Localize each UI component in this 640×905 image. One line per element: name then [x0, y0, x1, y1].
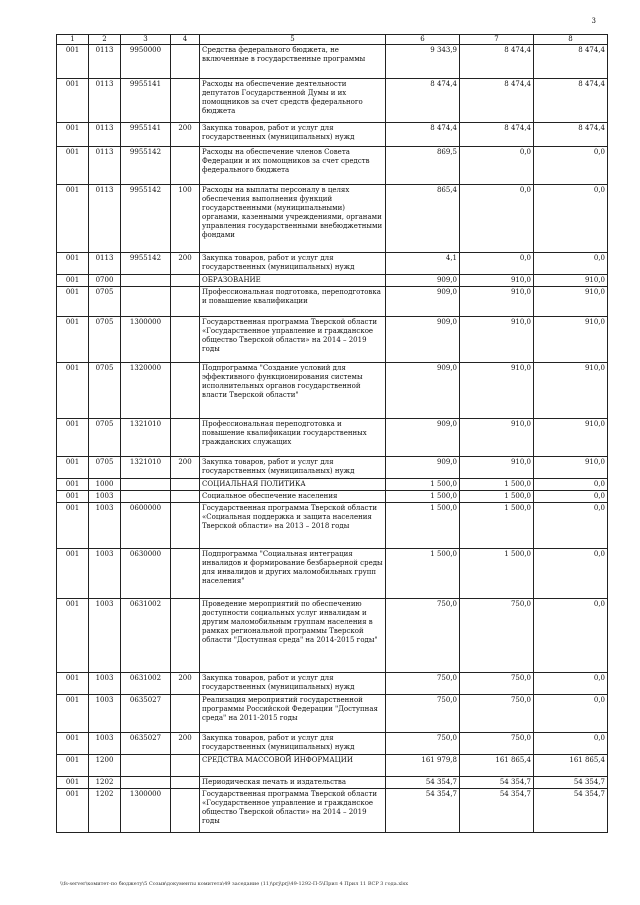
code-target-cell	[121, 287, 171, 317]
table-row	[57, 457, 608, 479]
code-section-cell: 1202	[89, 777, 121, 789]
amount-cell: 54 354,7	[534, 777, 608, 789]
amount-cell: 1 500,0	[460, 549, 534, 599]
code-target-cell: 9955141	[121, 79, 171, 123]
amount-cell: 54 354,7	[386, 777, 460, 789]
code-admin-cell: 001	[57, 79, 89, 123]
code-type-cell	[171, 599, 200, 673]
amount-cell: 910,0	[534, 419, 608, 457]
code-target-cell: 0631002	[121, 673, 171, 695]
code-type-cell	[171, 79, 200, 123]
amount-cell: 750,0	[386, 673, 460, 695]
code-section-cell: 1000	[89, 479, 121, 491]
code-target-cell	[121, 491, 171, 503]
table-row	[57, 777, 608, 789]
table-row	[57, 363, 608, 419]
code-target-cell: 9950000	[121, 45, 171, 79]
code-section-cell: 0705	[89, 287, 121, 317]
code-type-cell	[171, 287, 200, 317]
code-admin-cell: 001	[57, 123, 89, 147]
amount-cell: 1 500,0	[386, 491, 460, 503]
code-type-cell	[171, 789, 200, 833]
amount-cell: 910,0	[460, 275, 534, 287]
column-header: 2	[89, 35, 121, 45]
amount-cell: 54 354,7	[460, 789, 534, 833]
table-row	[57, 45, 608, 79]
code-admin-cell: 001	[57, 253, 89, 275]
code-section-cell: 1003	[89, 695, 121, 733]
code-section-cell: 0113	[89, 45, 121, 79]
code-admin-cell: 001	[57, 599, 89, 673]
code-type-cell	[171, 755, 200, 777]
table-row	[57, 123, 608, 147]
code-admin-cell: 001	[57, 419, 89, 457]
code-type-cell: 200	[171, 733, 200, 755]
amount-cell: 909,0	[386, 317, 460, 363]
code-section-cell: 0705	[89, 317, 121, 363]
amount-cell: 161 979,8	[386, 755, 460, 777]
amount-cell: 909,0	[386, 363, 460, 419]
amount-cell: 1 500,0	[460, 491, 534, 503]
amount-cell: 0,0	[534, 599, 608, 673]
code-section-cell: 0113	[89, 123, 121, 147]
code-target-cell: 0631002	[121, 599, 171, 673]
code-target-cell: 9955142	[121, 185, 171, 253]
table-row	[57, 599, 608, 673]
amount-cell: 910,0	[460, 287, 534, 317]
code-admin-cell: 001	[57, 755, 89, 777]
amount-cell: 910,0	[534, 457, 608, 479]
amount-cell: 8 474,4	[534, 45, 608, 79]
code-section-cell: 0113	[89, 185, 121, 253]
table-row	[57, 549, 608, 599]
amount-cell: 8 474,4	[534, 123, 608, 147]
column-header: 4	[171, 35, 200, 45]
amount-cell: 161 865,4	[534, 755, 608, 777]
column-header: 5	[200, 35, 386, 45]
amount-cell: 0,0	[460, 253, 534, 275]
code-type-cell	[171, 491, 200, 503]
amount-cell: 8 474,4	[460, 79, 534, 123]
amount-cell: 0,0	[534, 479, 608, 491]
code-section-cell: 0705	[89, 457, 121, 479]
code-admin-cell: 001	[57, 147, 89, 185]
column-header: 3	[121, 35, 171, 45]
table-header-row	[57, 35, 608, 45]
code-target-cell: 1300000	[121, 317, 171, 363]
code-section-cell: 0113	[89, 147, 121, 185]
amount-cell: 750,0	[386, 695, 460, 733]
amount-cell: 750,0	[386, 733, 460, 755]
table-row	[57, 491, 608, 503]
code-type-cell	[171, 419, 200, 457]
amount-cell: 0,0	[534, 673, 608, 695]
description-cell: Расходы на выплаты персоналу в целях обеспечения выполнения функций государственными (муниципальными) органами, казенными учреждениями, органами управления государственными внебюджетными фондами	[200, 185, 386, 253]
amount-cell: 750,0	[460, 599, 534, 673]
table-row	[57, 479, 608, 491]
amount-cell: 0,0	[534, 185, 608, 253]
description-cell: ОБРАЗОВАНИЕ	[200, 275, 386, 287]
page-number: 3	[591, 17, 596, 25]
amount-cell: 869,5	[386, 147, 460, 185]
amount-cell: 8 474,4	[534, 79, 608, 123]
code-target-cell: 0635027	[121, 695, 171, 733]
description-cell: Закупка товаров, работ и услуг для государственных (муниципальных) нужд	[200, 457, 386, 479]
code-admin-cell: 001	[57, 185, 89, 253]
description-cell: Закупка товаров, работ и услуг для государственных (муниципальных) нужд	[200, 673, 386, 695]
description-cell: Подпрограмма "Социальная интеграция инвалидов и формирование безбарьерной среды для инвалидов и других маломобильных групп населения"	[200, 549, 386, 599]
amount-cell: 909,0	[386, 457, 460, 479]
amount-cell: 4,1	[386, 253, 460, 275]
amount-cell: 54 354,7	[386, 789, 460, 833]
amount-cell: 910,0	[460, 457, 534, 479]
code-type-cell	[171, 45, 200, 79]
description-cell: СРЕДСТВА МАССОВОЙ ИНФОРМАЦИИ	[200, 755, 386, 777]
table-row	[57, 275, 608, 287]
code-type-cell: 200	[171, 253, 200, 275]
code-section-cell: 0113	[89, 253, 121, 275]
amount-cell: 910,0	[534, 317, 608, 363]
file-path-footer: \\fs-server\комитет-по бюджету\5 Созыв\документы комитета\49 заседание (11)\prj\prj\49-1292-П-5\Прил 4 Прил 11 ВСР 3 года.xlsx	[60, 881, 409, 887]
amount-cell: 0,0	[534, 549, 608, 599]
description-cell: СОЦИАЛЬНАЯ ПОЛИТИКА	[200, 479, 386, 491]
amount-cell: 8 474,4	[460, 123, 534, 147]
code-type-cell: 200	[171, 673, 200, 695]
table-row	[57, 287, 608, 317]
description-cell: Закупка товаров, работ и услуг для государственных (муниципальных) нужд	[200, 123, 386, 147]
table-row	[57, 317, 608, 363]
code-admin-cell: 001	[57, 777, 89, 789]
code-admin-cell: 001	[57, 733, 89, 755]
code-type-cell	[171, 275, 200, 287]
code-admin-cell: 001	[57, 491, 89, 503]
table-row	[57, 419, 608, 457]
amount-cell: 909,0	[386, 275, 460, 287]
code-type-cell	[171, 503, 200, 549]
code-section-cell: 1003	[89, 673, 121, 695]
code-type-cell	[171, 317, 200, 363]
table-row	[57, 733, 608, 755]
code-section-cell: 1003	[89, 491, 121, 503]
amount-cell: 0,0	[534, 733, 608, 755]
code-section-cell: 1003	[89, 599, 121, 673]
code-target-cell: 1300000	[121, 789, 171, 833]
code-type-cell	[171, 479, 200, 491]
amount-cell: 909,0	[386, 287, 460, 317]
code-target-cell: 9955141	[121, 123, 171, 147]
code-admin-cell: 001	[57, 695, 89, 733]
amount-cell: 910,0	[534, 363, 608, 419]
amount-cell: 0,0	[534, 147, 608, 185]
amount-cell: 0,0	[534, 491, 608, 503]
amount-cell: 1 500,0	[460, 503, 534, 549]
code-admin-cell: 001	[57, 549, 89, 599]
description-cell: Профессиональная переподготовка и повышение квалификации государственных гражданских служащих	[200, 419, 386, 457]
code-section-cell: 0113	[89, 79, 121, 123]
code-type-cell	[171, 147, 200, 185]
description-cell: Государственная программа Тверской области «Государственное управление и гражданское общество Тверской области» на 2014 – 2019 годы	[200, 789, 386, 833]
description-cell: Периодическая печать и издательства	[200, 777, 386, 789]
amount-cell: 1 500,0	[386, 503, 460, 549]
table-row	[57, 185, 608, 253]
code-admin-cell: 001	[57, 789, 89, 833]
amount-cell: 0,0	[534, 253, 608, 275]
code-admin-cell: 001	[57, 317, 89, 363]
table-row	[57, 147, 608, 185]
description-cell: Расходы на обеспечение деятельности депутатов Государственной Думы и их помощников за счет средств федерального бюджета	[200, 79, 386, 123]
column-header: 6	[386, 35, 460, 45]
code-target-cell: 0635027	[121, 733, 171, 755]
table-row	[57, 695, 608, 733]
amount-cell: 750,0	[386, 599, 460, 673]
amount-cell: 909,0	[386, 419, 460, 457]
code-section-cell: 1202	[89, 789, 121, 833]
code-target-cell: 0630000	[121, 549, 171, 599]
code-type-cell	[171, 549, 200, 599]
amount-cell: 750,0	[460, 695, 534, 733]
amount-cell: 910,0	[460, 317, 534, 363]
description-cell: Подпрограмма "Создание условий для эффективного функционирования системы исполнительных органов государственной власти Тверской области"	[200, 363, 386, 419]
table-row	[57, 673, 608, 695]
code-section-cell: 1003	[89, 733, 121, 755]
description-cell: Расходы на обеспечение членов Совета Федерации и их помощников за счет средств федерального бюджета	[200, 147, 386, 185]
amount-cell: 9 343,9	[386, 45, 460, 79]
amount-cell: 1 500,0	[386, 549, 460, 599]
table-row	[57, 503, 608, 549]
code-target-cell	[121, 479, 171, 491]
code-type-cell	[171, 777, 200, 789]
column-header: 1	[57, 35, 89, 45]
amount-cell: 750,0	[460, 733, 534, 755]
amount-cell: 910,0	[460, 363, 534, 419]
column-header: 8	[534, 35, 608, 45]
amount-cell: 0,0	[534, 503, 608, 549]
description-cell: Социальное обеспечение населения	[200, 491, 386, 503]
amount-cell: 8 474,4	[386, 123, 460, 147]
code-section-cell: 1003	[89, 549, 121, 599]
code-target-cell: 1321010	[121, 457, 171, 479]
description-cell: Закупка товаров, работ и услуг для государственных (муниципальных) нужд	[200, 253, 386, 275]
amount-cell: 8 474,4	[386, 79, 460, 123]
amount-cell: 54 354,7	[460, 777, 534, 789]
code-target-cell	[121, 777, 171, 789]
description-cell: Реализация мероприятий государственной программы Российской Федерации "Доступная среда" на 2011-2015 годы	[200, 695, 386, 733]
code-target-cell	[121, 755, 171, 777]
description-cell: Закупка товаров, работ и услуг для государственных (муниципальных) нужд	[200, 733, 386, 755]
code-admin-cell: 001	[57, 275, 89, 287]
amount-cell: 161 865,4	[460, 755, 534, 777]
code-type-cell	[171, 363, 200, 419]
code-section-cell: 0700	[89, 275, 121, 287]
code-section-cell: 1003	[89, 503, 121, 549]
code-admin-cell: 001	[57, 673, 89, 695]
description-cell: Государственная программа Тверской области «Социальная поддержка и защита населения Тверской области» на 2013 – 2018 годы	[200, 503, 386, 549]
code-admin-cell: 001	[57, 287, 89, 317]
amount-cell: 1 500,0	[386, 479, 460, 491]
code-admin-cell: 001	[57, 45, 89, 79]
amount-cell: 8 474,4	[460, 45, 534, 79]
code-section-cell: 0705	[89, 419, 121, 457]
code-admin-cell: 001	[57, 457, 89, 479]
code-target-cell: 0600000	[121, 503, 171, 549]
amount-cell: 0,0	[534, 695, 608, 733]
code-target-cell	[121, 275, 171, 287]
amount-cell: 0,0	[460, 185, 534, 253]
code-target-cell: 9955142	[121, 147, 171, 185]
amount-cell: 910,0	[460, 419, 534, 457]
code-type-cell: 100	[171, 185, 200, 253]
description-cell: Профессиональная подготовка, переподготовка и повышение квалификации	[200, 287, 386, 317]
code-section-cell: 1200	[89, 755, 121, 777]
code-section-cell: 0705	[89, 363, 121, 419]
amount-cell: 910,0	[534, 287, 608, 317]
code-target-cell: 9955142	[121, 253, 171, 275]
code-admin-cell: 001	[57, 479, 89, 491]
description-cell: Государственная программа Тверской области «Государственное управление и гражданское общество Тверской области» на 2014 – 2019 годы	[200, 317, 386, 363]
amount-cell: 1 500,0	[460, 479, 534, 491]
table-row	[57, 755, 608, 777]
code-admin-cell: 001	[57, 363, 89, 419]
table-row	[57, 79, 608, 123]
code-target-cell: 1320000	[121, 363, 171, 419]
code-type-cell	[171, 695, 200, 733]
description-cell: Проведение мероприятий по обеспечению доступности социальных услуг инвалидам и другим маломобильным группам населения в рамках региональной программы Тверской области "Доступная среда" на 2014-2015 годы"	[200, 599, 386, 673]
code-target-cell: 1321010	[121, 419, 171, 457]
code-type-cell: 200	[171, 457, 200, 479]
table-row	[57, 789, 608, 833]
budget-table	[56, 34, 608, 833]
amount-cell: 865,4	[386, 185, 460, 253]
amount-cell: 0,0	[460, 147, 534, 185]
amount-cell: 910,0	[534, 275, 608, 287]
amount-cell: 750,0	[460, 673, 534, 695]
column-header: 7	[460, 35, 534, 45]
code-type-cell: 200	[171, 123, 200, 147]
description-cell: Средства федерального бюджета, не включенные в государственные программы	[200, 45, 386, 79]
code-admin-cell: 001	[57, 503, 89, 549]
table-row	[57, 253, 608, 275]
amount-cell: 54 354,7	[534, 789, 608, 833]
